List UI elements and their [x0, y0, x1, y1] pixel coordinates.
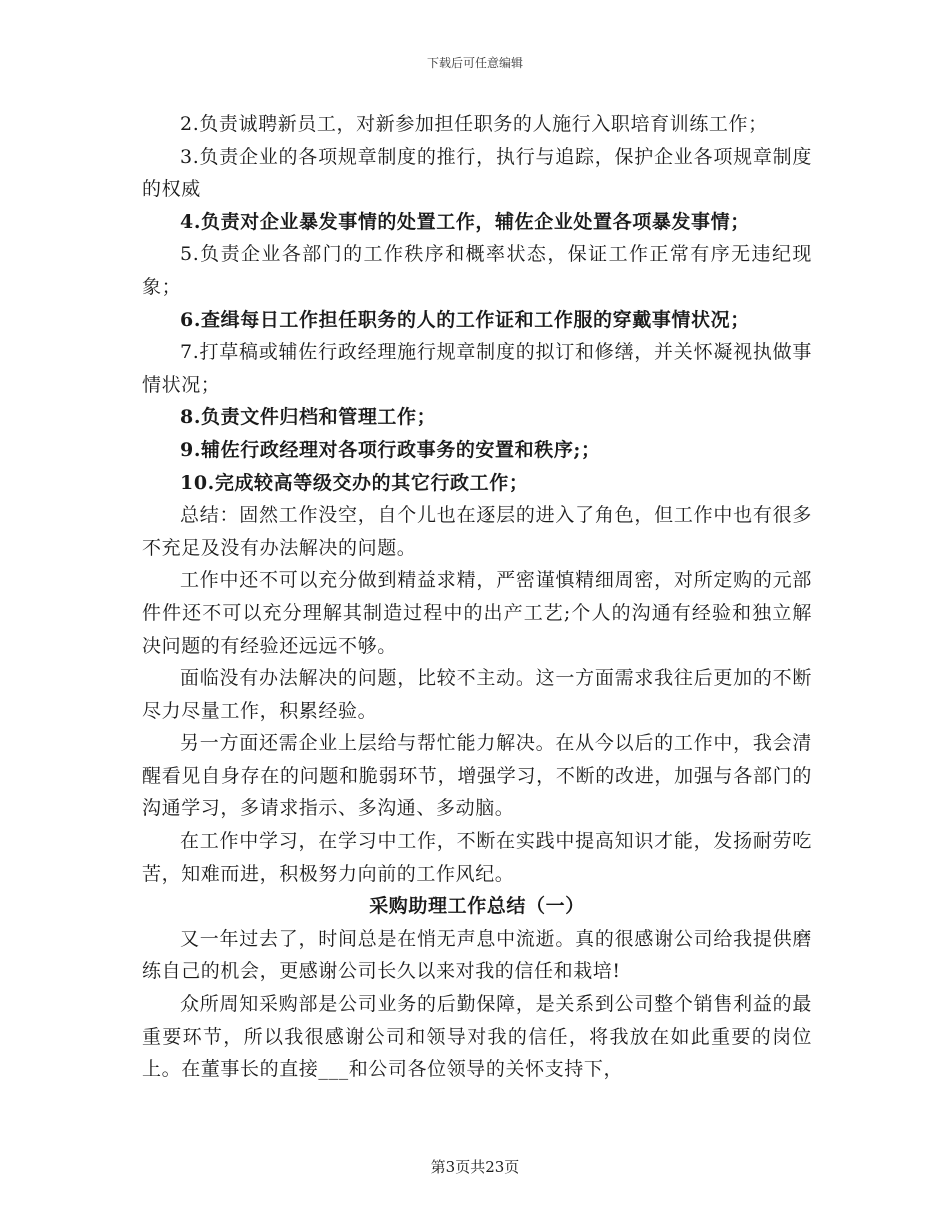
section-title: 采购助理工作总结（一） [369, 895, 585, 918]
page-footer: 第3页共23页 [430, 1158, 520, 1176]
paragraph-9: 10.完成较高等级交办的其它行政工作； [180, 471, 529, 494]
paragraph-11: 工作中还不可以充分做到精益求精，严密谨慎精细周密，对所定购的元部件件还不可以充分理解其制造过程中的出产工艺;个人的沟通有经验和独立解决问题的有经验还远远不够。 [142, 569, 812, 657]
paragraph-4: 5.负责企业各部门的工作秩序和概率状态，保证工作正常有序无违纪现象； [142, 243, 812, 298]
paragraph-14: 在工作中学习，在学习中工作，不断在实践中提高知识才能，发扬耐劳吃苦，知难而进，积极努力向前的工作风纪。 [142, 830, 812, 885]
paragraph-3: 4.负责对企业暴发事情的处置工作，辅佐企业处置各项暴发事情； [180, 210, 750, 233]
paragraph-5: 6.查缉每日工作担任职务的人的工作证和工作服的穿戴事情状况； [180, 308, 750, 331]
paragraph-7: 8.负责文件归档和管理工作； [180, 406, 437, 429]
paragraph-10: 总结：固然工作没空，自个儿也在逐层的进入了角色，但工作中也有很多不充足及没有办法解决的问题。 [142, 504, 812, 559]
paragraph-12: 面临没有办法解决的问题，比较不主动。这一方面需求我往后更加的不断尽力尽量工作，积累经验。 [142, 667, 812, 722]
paragraph-8: 9.辅佐行政经理对各项行政事务的安置和秩序;； [180, 438, 601, 461]
paragraph-6: 7.打草稿或辅佐行政经理施行规章制度的拟订和修缮，并关怀凝视执做事情状况； [142, 341, 812, 396]
paragraph-13: 另一方面还需企业上层给与帮忙能力解决。在从今以后的工作中，我会清醒看见自身存在的问题和脆弱环节，增强学习，不断的改进，加强与各部门的沟通学习，多请求指示、多沟通、多动脑。 [142, 732, 812, 820]
paragraph-1: 2.负责诚聘新员工，对新参加担任职务的人施行入职培育训练工作； [180, 113, 768, 135]
header-note: 下载后可任意编辑 [426, 56, 523, 70]
section-paragraph-2: 众所周知采购部是公司业务的后勤保障，是关系到公司整个销售利益的最重要环节，所以我很感谢公司和领导对我的信任，将我放在如此重要的岗位上。在董事长的直接___和公司各位领导的关怀支持下， [142, 993, 812, 1081]
document-body [142, 108, 812, 1086]
paragraph-2: 3.负责企业的各项规章制度的推行，执行与追踪，保护企业各项规章制度的权威 [142, 145, 812, 201]
section-paragraph-1: 又一年过去了，时间总是在悄无声息中流逝。真的很感谢公司给我提供磨练自己的机会，更感谢公司长久以来对我的信任和栽培! [142, 927, 812, 983]
